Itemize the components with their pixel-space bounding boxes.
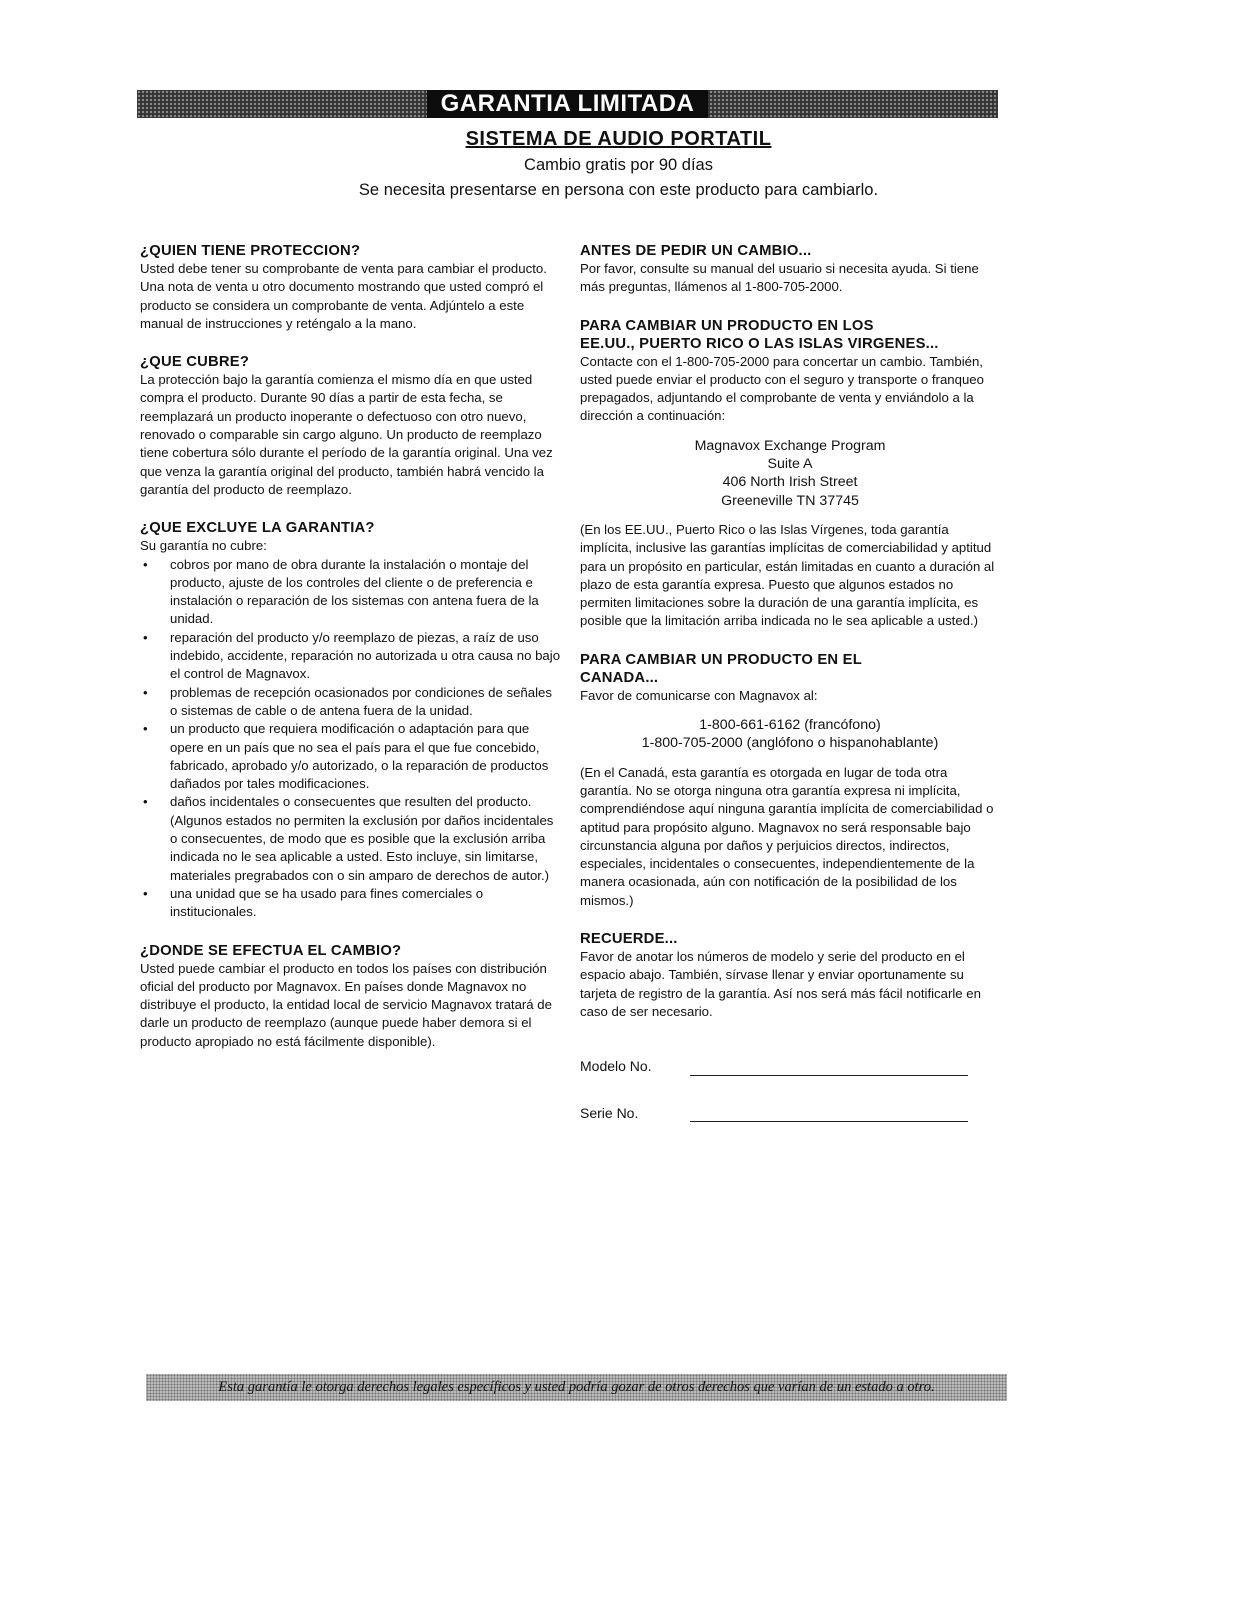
section-heading: PARA CAMBIAR UN PRODUCTO EN EL xyxy=(580,651,862,668)
list-item: • reparación del producto y/o reemplazo de piezas, a raíz de uso indebido, accidente, reparación no autorizada u otra causa no bajo el control de Magnavox. xyxy=(140,629,562,684)
section-text: Usted puede cambiar el producto en todos los países con distribución oficial del producto por Magnavox. En países donde Magnavox no distribuye el producto, la entidad local de servicio Magnavox tratará de darle un producto de reemplazo (aunque puede haber demora si el producto apropiado no está fácilmente disponible). xyxy=(140,960,552,1049)
section-heading: RECUERDE... xyxy=(580,931,678,948)
list-item: • una unidad que se ha usado para fines comerciales o institucionales. xyxy=(140,885,562,922)
section-quien xyxy=(140,242,562,333)
model-number-label: Modelo No. xyxy=(580,1058,652,1075)
section-text: Favor de comunicarse con Magnavox al: xyxy=(580,687,818,703)
warranty-title: GARANTIA LIMITADA xyxy=(427,90,709,118)
section-note: (En el Canadá, esta garantía es otorgada en lugar de toda otra garantía. No se otorga ninguna otra garantía expresa ni implícita, comprendiéndose aquí ninguna garantía implícita de comerciabilidad o aptitud para propósito alguno. Magnavox no será responsable bajo circunstancia alguna por daños y perjuicios directos, indirectos, especiales, incidentales o consecuentes, independientemente de la manera ocasionada, aún con notificación de la posibilidad de los mismos.) xyxy=(580,764,994,908)
right-column xyxy=(580,242,1000,1142)
section-intro: Su garantía no cubre: xyxy=(140,538,267,554)
footer-banner xyxy=(146,1374,1007,1401)
address-line: Magnavox Exchange Program xyxy=(694,437,886,454)
model-number-field[interactable] xyxy=(690,1061,968,1076)
section-text: La protección bajo la garantía comienza el mismo día en que usted compra el producto. Durante 90 días a partir de esta fecha, se reemplazará un producto inoperante o defectuoso con otro nuevo, renovado o comparable sin cargo alguno. Un producto de reemplazo tiene cobertura sólo durante el período de la garantía original. Una vez que venza la garantía original del producto, también habrá vencido la garantía del producto de reemplazo. xyxy=(140,372,553,497)
exchange-period: Cambio gratis por 90 días xyxy=(524,156,713,174)
serial-number-field[interactable] xyxy=(690,1107,968,1122)
section-cubre xyxy=(140,353,562,499)
list-item: • un producto que requiera modificación o adaptación para que opere en un país que no sea el país para el que fue concebido, fabricado, aprobado y/o autorizado, o la reparación de productos dañados por tales modificaciones. xyxy=(140,720,562,793)
product-subtitle: SISTEMA DE AUDIO PORTATIL xyxy=(465,128,772,150)
exclusion-list xyxy=(140,556,562,922)
section-heading: ANTES DE PEDIR UN CAMBIO... xyxy=(580,243,812,259)
section-eeuu xyxy=(580,317,1000,631)
model-row xyxy=(580,1057,1000,1075)
section-text: Contacte con el 1-800-705-2000 para concertar un cambio. También, usted puede enviar el producto con el seguro y transporte o franqueo prepagados, adjuntando el comprobante de venta y enviándolo a la dirección a continuación: xyxy=(580,353,984,424)
phone-line: 1-800-705-2000 (anglófono o hispanohablante) xyxy=(641,735,939,752)
footer-rights-text: Esta garantía le otorga derechos legales específicos y usted podría gozar de otros derechos que varían de un estado a otro. xyxy=(218,1379,935,1395)
section-excluye xyxy=(140,519,562,921)
left-column xyxy=(140,242,562,1071)
section-antes xyxy=(580,242,1000,297)
section-heading: ¿QUE CUBRE? xyxy=(140,354,250,371)
section-heading: PARA CAMBIAR UN PRODUCTO EN LOS xyxy=(580,317,874,334)
address-line: Suite A xyxy=(767,456,813,473)
address-line: 406 North Irish Street xyxy=(722,474,858,491)
list-item: • cobros por mano de obra durante la instalación o montaje del producto, ajuste de los controles del cliente o de preferencia e instalación o reparación de los sistemas con antena fuera de la unidad. xyxy=(140,556,562,629)
list-item: • problemas de recepción ocasionados por condiciones de señales o sistemas de cable o de antena fuera de la unidad. xyxy=(140,684,562,721)
section-text: Usted debe tener su comprobante de venta para cambiar el producto. Una nota de venta u otro documento mostrando que usted compró el producto se considera un comprobante de venta. Adjúntelo a este manual de instrucciones y reténgalo a la mano. xyxy=(140,261,547,331)
serial-number-label: Serie No. xyxy=(580,1104,639,1121)
canada-phones xyxy=(580,716,1000,753)
address-line: Greeneville TN 37745 xyxy=(721,492,859,509)
section-recuerde xyxy=(580,930,1000,1122)
section-text: Por favor, consulte su manual del usuario si necesita ayuda. Si tiene más preguntas, llámenos al 1-800-705-2000. xyxy=(580,261,979,295)
section-heading: EE.UU., PUERTO RICO O LAS ISLAS VIRGENES... xyxy=(580,335,939,352)
phone-line: 1-800-661-6162 (francófono) xyxy=(699,717,881,734)
exchange-address xyxy=(580,437,1000,510)
section-note: (En los EE.UU., Puerto Rico o las Islas Vírgenes, toda garantía implícita, inclusive las garantías implícitas de comerciabilidad y aptitud para un propósito en particular, están limitadas en cuanto a duración al plazo de esta garantía expresa. Puesto que algunos estados no permiten limitaciones sobre la duración de una garantía implícita, es posible que la limitación arriba indicada no le sea aplicable a usted.) xyxy=(580,521,995,629)
warranty-title-banner xyxy=(137,90,998,118)
exchange-requirement: Se necesita presentarse en persona con este producto para cambiarlo. xyxy=(358,181,879,199)
section-heading: ¿QUIEN TIENE PROTECCION? xyxy=(140,243,361,259)
section-canada xyxy=(580,651,1000,910)
serial-row xyxy=(580,1104,1000,1122)
section-text: Favor de anotar los números de modelo y serie del producto en el espacio abajo. También, sírvase llenar y enviar oportunamente su tarjeta de registro de la garantía. Así nos será más fácil notificarle en caso de ser necesario. xyxy=(580,949,981,1019)
list-item: • daños incidentales o consecuentes que resulten del producto. (Algunos estados no permiten la exclusión por daños incidentales o consecuentes, de modo que es posible que la exclusión arriba indicada no le sea aplicable a usted. Esto incluye, sin limitarse, materiales pregrabados con o sin amparo de derechos de autor.) xyxy=(140,793,562,884)
section-heading: CANADA... xyxy=(580,669,659,686)
section-heading: ¿DONDE SE EFECTUA EL CAMBIO? xyxy=(140,942,402,959)
section-heading: ¿QUE EXCLUYE LA GARANTIA? xyxy=(140,520,375,537)
record-form xyxy=(580,1057,1000,1122)
section-donde xyxy=(140,942,562,1051)
